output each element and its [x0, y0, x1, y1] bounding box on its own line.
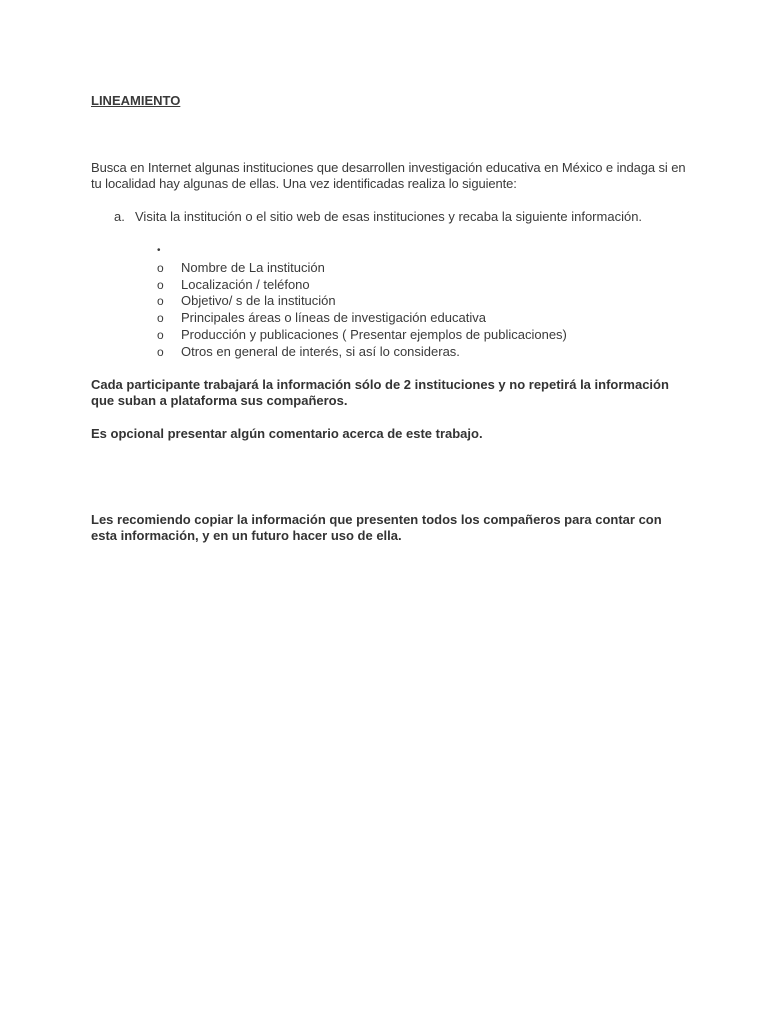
numbered-item-a: [114, 209, 642, 225]
optional-comment-paragraph: Es opcional presentar algún comentario acerca de este trabajo.: [91, 426, 483, 441]
list-item-text: Producción y publicaciones ( Presentar ejemplos de publicaciones): [181, 326, 567, 342]
list-item-text: Localización / teléfono: [181, 276, 310, 292]
document-heading: LINEAMIENTO: [91, 93, 181, 108]
bullet-marker: •: [157, 245, 161, 256]
list-item: [157, 277, 567, 294]
list-item: [157, 344, 567, 361]
information-list: [157, 243, 567, 361]
sub-marker: o: [157, 260, 164, 275]
numbered-item-text: Visita la institución o el sitio web de esas instituciones y recaba la siguiente información.: [135, 209, 643, 224]
sub-marker: o: [157, 277, 164, 292]
sub-marker: o: [157, 344, 164, 359]
list-item-text: Objetivo/ s de la institución: [181, 293, 336, 309]
list-item-text: Principales áreas o líneas de investigación educativa: [181, 310, 486, 326]
list-item: [157, 310, 567, 327]
recommendation-paragraph: Les recomiendo copiar la información que presenten todos los compañeros para contar con esta información, y en un futuro hacer uso de ella.: [91, 512, 662, 543]
list-item: [157, 260, 567, 277]
sub-marker: o: [157, 327, 164, 342]
list-item-text: Nombre de La institución: [181, 259, 325, 275]
intro-paragraph: Busca en Internet algunas instituciones que desarrollen investigación educativa en México e indaga si en tu localidad hay algunas de ellas. Una vez identificadas realiza lo siguiente:: [91, 160, 686, 191]
numbered-marker: a.: [114, 209, 125, 224]
list-item: [157, 293, 567, 310]
list-item: [157, 327, 567, 344]
sub-marker: o: [157, 311, 164, 326]
sub-marker: o: [157, 294, 164, 309]
participant-instructions-paragraph: Cada participante trabajará la información sólo de 2 instituciones y no repetirá la información que suban a plataforma sus compañeros.: [91, 377, 669, 408]
list-item-text: Otros en general de interés, si así lo consideras.: [181, 343, 460, 359]
empty-bullet-item: [157, 243, 567, 260]
